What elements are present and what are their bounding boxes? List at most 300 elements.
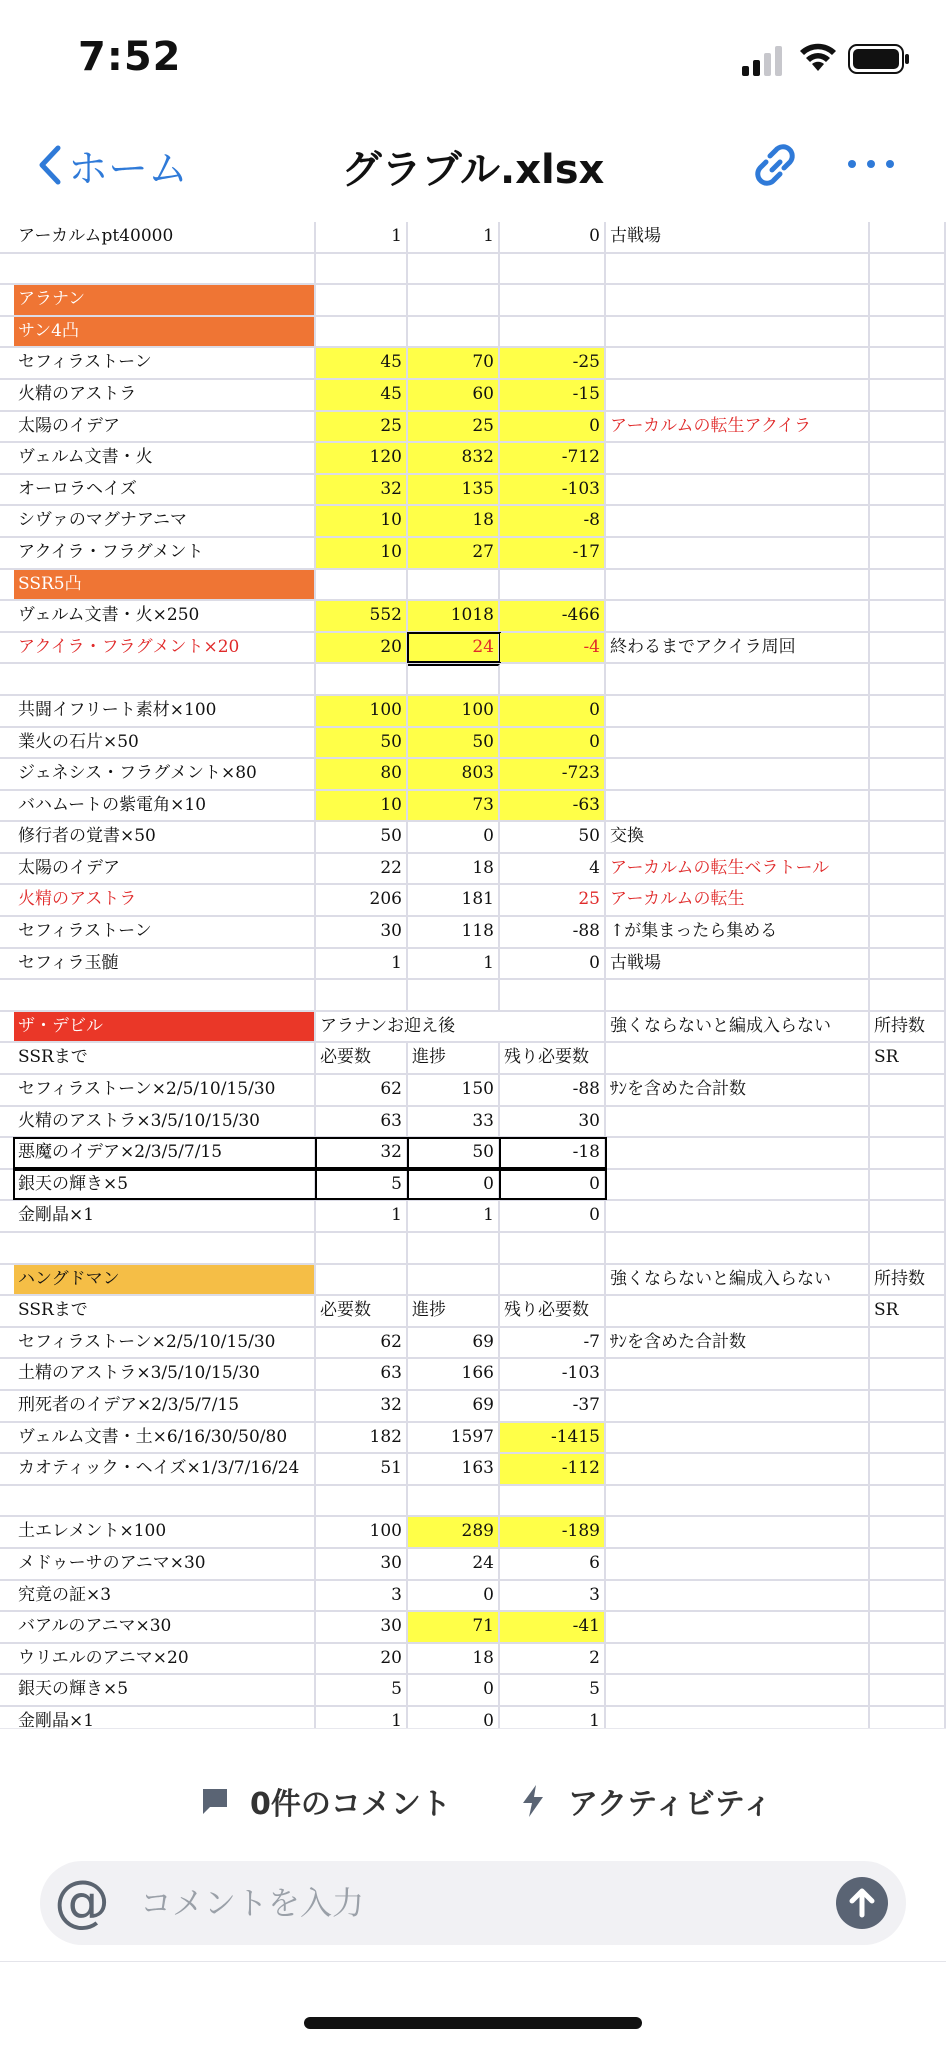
sheet-cell[interactable] [14, 664, 316, 694]
sheet-cell[interactable]: 強くならないと編成入らない [606, 1012, 870, 1042]
sheet-cell[interactable] [606, 254, 870, 284]
sheet-cell[interactable]: 0 [408, 1170, 500, 1200]
sheet-cell[interactable]: 銀天の輝き×5 [14, 1675, 316, 1705]
sheet-cell[interactable]: 50 [316, 822, 408, 852]
sheet-cell[interactable]: アーカルムの転生アクイラ [606, 412, 870, 442]
sheet-cell[interactable] [500, 285, 606, 315]
sheet-cell[interactable] [606, 1549, 870, 1579]
sheet-cell[interactable]: ジェネシス・フラグメント×80 [14, 759, 316, 789]
sheet-cell[interactable] [606, 1170, 870, 1200]
sheet-cell[interactable]: 118 [408, 917, 500, 947]
sheet-cell[interactable]: 45 [316, 380, 408, 410]
sheet-cell[interactable] [408, 1233, 500, 1263]
sheet-cell[interactable]: 0 [500, 949, 606, 979]
sheet-cell[interactable]: 18 [408, 506, 500, 536]
sheet-cell[interactable]: 悪魔のイデア×2/3/5/7/15 [14, 1138, 316, 1168]
sheet-cell[interactable]: セフィラストーン×2/5/10/15/30 [14, 1328, 316, 1358]
sheet-cell[interactable] [606, 1423, 870, 1453]
sheet-cell[interactable] [606, 759, 870, 789]
sheet-cell[interactable]: ヴェルム文書・火 [14, 443, 316, 473]
sheet-cell[interactable] [500, 1486, 606, 1516]
sheet-cell[interactable]: 1597 [408, 1423, 500, 1453]
sheet-cell[interactable]: -103 [500, 1359, 606, 1389]
sheet-cell[interactable]: 刑死者のイデア×2/3/5/7/15 [14, 1391, 316, 1421]
sheet-cell[interactable]: 25 [316, 412, 408, 442]
sheet-cell[interactable]: セフィラストーン [14, 917, 316, 947]
sheet-cell[interactable]: ↑が集まったら集める [606, 917, 870, 947]
sheet-cell[interactable] [316, 285, 408, 315]
sheet-cell[interactable]: SSRまで [14, 1296, 316, 1326]
sheet-cell[interactable]: 終わるまでアクイラ周回 [606, 633, 870, 663]
sheet-cell[interactable]: -63 [500, 791, 606, 821]
mention-icon[interactable]: @ [54, 1869, 110, 1934]
sheet-cell[interactable]: 50 [408, 1138, 500, 1168]
sheet-cell[interactable]: 69 [408, 1328, 500, 1358]
sheet-cell[interactable] [14, 254, 316, 284]
sheet-cell[interactable]: 0 [500, 222, 606, 252]
sheet-cell[interactable]: 63 [316, 1107, 408, 1137]
sheet-cell[interactable]: 73 [408, 791, 500, 821]
sheet-cell[interactable]: SR [870, 1296, 946, 1326]
sheet-row [0, 1265, 946, 1297]
sheet-cell[interactable] [870, 222, 946, 252]
sheet-cell[interactable]: -189 [500, 1517, 606, 1547]
sheet-cell[interactable]: 70 [408, 348, 500, 378]
sheet-cell[interactable]: -88 [500, 917, 606, 947]
sheet-cell[interactable]: ヴェルム文書・土×6/16/30/50/80 [14, 1423, 316, 1453]
sheet-cell[interactable] [870, 1328, 946, 1358]
sheet-cell[interactable] [606, 443, 870, 473]
sheet-cell[interactable]: 120 [316, 443, 408, 473]
sheet-cell[interactable]: -25 [500, 348, 606, 378]
sheet-cell[interactable]: 6 [500, 1549, 606, 1579]
sheet-cell[interactable]: 32 [316, 1391, 408, 1421]
sheet-cell[interactable]: 27 [408, 538, 500, 568]
sheet-cell[interactable] [870, 1170, 946, 1200]
sheet-cell[interactable]: 10 [316, 506, 408, 536]
wifi-icon [798, 40, 838, 74]
sheet-cell[interactable]: 206 [316, 885, 408, 915]
sheet-cell[interactable]: 163 [408, 1454, 500, 1484]
sheet-cell[interactable] [500, 980, 606, 1010]
sheet-cell[interactable]: 30 [316, 1612, 408, 1642]
sheet-cell[interactable]: 552 [316, 601, 408, 631]
sheet-cell[interactable] [606, 285, 870, 315]
sheet-cell[interactable] [870, 1359, 946, 1389]
sheet-cell[interactable]: -8 [500, 506, 606, 536]
sheet-cell[interactable]: -18 [500, 1138, 606, 1168]
sheet-cell[interactable] [606, 475, 870, 505]
sheet-cell[interactable] [316, 664, 408, 694]
sheet-cell[interactable] [870, 696, 946, 726]
sheet-cell[interactable] [606, 570, 870, 600]
sheet-cell[interactable]: 62 [316, 1075, 408, 1105]
sheet-cell[interactable]: アーカルムの転生ベラトール [606, 854, 870, 884]
sheet-cell[interactable] [870, 1675, 946, 1705]
sheet-cell[interactable] [870, 822, 946, 852]
sheet-cell[interactable] [870, 664, 946, 694]
sheet-cell[interactable] [606, 317, 870, 347]
sheet-cell[interactable] [870, 601, 946, 631]
sheet-cell[interactable]: 所持数 [870, 1012, 946, 1042]
sheet-cell[interactable] [500, 664, 606, 694]
sheet-cell[interactable]: 5 [316, 1675, 408, 1705]
sheet-cell[interactable]: 1 [500, 1707, 606, 1728]
sheet-cell[interactable]: 1 [316, 949, 408, 979]
sheet-cell[interactable]: -15 [500, 380, 606, 410]
sheet-cell[interactable] [500, 317, 606, 347]
sheet-row [0, 917, 946, 949]
sheet-cell[interactable] [606, 728, 870, 758]
sheet-cell[interactable]: 24 [408, 633, 500, 663]
sheet-cell[interactable]: -37 [500, 1391, 606, 1421]
sheet-cell[interactable] [870, 1517, 946, 1547]
sheet-cell[interactable]: 30 [316, 1549, 408, 1579]
sheet-cell[interactable]: 32 [316, 1138, 408, 1168]
sheet-cell[interactable]: ハングドマン [14, 1265, 316, 1295]
sheet-cell[interactable] [606, 696, 870, 726]
sheet-cell[interactable]: ヴェルム文書・火×250 [14, 601, 316, 631]
sheet-cell[interactable]: 100 [316, 696, 408, 726]
sheet-cell[interactable]: 80 [316, 759, 408, 789]
sheet-cell[interactable] [606, 1454, 870, 1484]
sheet-cell[interactable]: 業火の石片×50 [14, 728, 316, 758]
sheet-cell[interactable]: -7 [500, 1328, 606, 1358]
sheet-cell[interactable] [606, 1517, 870, 1547]
sheet-cell[interactable]: 0 [500, 728, 606, 758]
sheet-cell[interactable]: -712 [500, 443, 606, 473]
sheet-cell[interactable] [606, 601, 870, 631]
sheet-cell[interactable]: 土精のアストラ×3/5/10/15/30 [14, 1359, 316, 1389]
sheet-cell[interactable]: 古戦場 [606, 949, 870, 979]
sheet-cell[interactable] [316, 1486, 408, 1516]
sheet-cell[interactable] [408, 1265, 500, 1295]
sheet-cell[interactable] [606, 1233, 870, 1263]
sheet-cell[interactable]: 25 [408, 412, 500, 442]
sheet-cell[interactable]: 交換 [606, 822, 870, 852]
sheet-cell[interactable]: 20 [316, 633, 408, 663]
sheet-cell[interactable]: カオティック・ヘイズ×1/3/7/16/24 [14, 1454, 316, 1484]
sheet-cell[interactable]: ｻﾝを含めた合計数 [606, 1328, 870, 1358]
sheet-cell[interactable]: 5 [500, 1675, 606, 1705]
sheet-cell[interactable] [870, 285, 946, 315]
sheet-cell[interactable]: 18 [408, 854, 500, 884]
sheet-cell[interactable] [870, 854, 946, 884]
sheet-cell[interactable] [606, 1107, 870, 1137]
more-options-icon[interactable] [846, 154, 896, 174]
sheet-cell[interactable] [500, 1233, 606, 1263]
sheet-cell[interactable] [870, 949, 946, 979]
sheet-cell[interactable]: 残り必要数 [500, 1043, 606, 1073]
sheet-cell[interactable] [316, 570, 408, 600]
sheet-cell[interactable]: 1 [316, 1201, 408, 1231]
sheet-cell[interactable]: 1 [408, 1201, 500, 1231]
sheet-cell[interactable] [606, 791, 870, 821]
sheet-cell[interactable] [500, 1265, 606, 1295]
sheet-cell[interactable] [500, 254, 606, 284]
sheet-cell[interactable]: SR [870, 1043, 946, 1073]
comments-button[interactable] [200, 1779, 451, 1823]
sheet-cell[interactable]: 火精のアストラ×3/5/10/15/30 [14, 1107, 316, 1137]
sheet-cell[interactable]: 150 [408, 1075, 500, 1105]
sheet-cell[interactable]: 30 [500, 1107, 606, 1137]
sheet-cell[interactable] [606, 1612, 870, 1642]
sheet-cell[interactable] [870, 1107, 946, 1137]
sheet-cell[interactable]: 166 [408, 1359, 500, 1389]
sheet-cell[interactable]: ｻﾝを含めた合計数 [606, 1075, 870, 1105]
sheet-cell[interactable]: SSR5凸 [14, 570, 316, 600]
send-button[interactable] [836, 1877, 888, 1929]
sheet-cell[interactable]: メドゥーサのアニマ×30 [14, 1549, 316, 1579]
sheet-cell[interactable]: 3 [316, 1581, 408, 1611]
sheet-cell[interactable] [14, 1486, 316, 1516]
sheet-cell[interactable] [870, 254, 946, 284]
sheet-cell[interactable] [870, 917, 946, 947]
sheet-cell[interactable]: 0 [500, 1201, 606, 1231]
sheet-cell[interactable] [870, 1644, 946, 1674]
sheet-cell[interactable] [870, 1549, 946, 1579]
sheet-cell[interactable] [870, 633, 946, 663]
sheet-cell[interactable] [870, 1581, 946, 1611]
home-indicator[interactable] [304, 2017, 642, 2029]
sheet-cell[interactable]: 71 [408, 1612, 500, 1642]
sheet-cell[interactable]: 0 [500, 412, 606, 442]
sheet-cell[interactable] [606, 1581, 870, 1611]
sheet-cell[interactable] [870, 443, 946, 473]
sheet-cell[interactable] [316, 317, 408, 347]
sheet-cell[interactable] [606, 538, 870, 568]
sheet-cell[interactable] [870, 728, 946, 758]
sheet-cell[interactable]: -466 [500, 601, 606, 631]
sheet-cell[interactable]: 究竟の証×3 [14, 1581, 316, 1611]
sheet-cell[interactable]: バハムートの紫電角×10 [14, 791, 316, 821]
sheet-cell[interactable]: 25 [500, 885, 606, 915]
sheet-cell[interactable]: アーカルムの転生 [606, 885, 870, 915]
sheet-cell[interactable]: 50 [408, 728, 500, 758]
sheet-cell[interactable]: -112 [500, 1454, 606, 1484]
sheet-cell[interactable] [408, 1486, 500, 1516]
sheet-cell[interactable] [14, 1233, 316, 1263]
sheet-cell[interactable] [606, 1296, 870, 1326]
back-button[interactable] [36, 140, 188, 190]
sheet-cell[interactable] [606, 1675, 870, 1705]
sheet-cell[interactable]: -41 [500, 1612, 606, 1642]
sheet-cell[interactable] [870, 1612, 946, 1642]
sheet-cell[interactable] [606, 1391, 870, 1421]
sheet-cell[interactable] [870, 759, 946, 789]
sheet-cell[interactable]: 0 [408, 1675, 500, 1705]
comment-input[interactable] [140, 1873, 760, 1933]
sheet-cell[interactable] [870, 1486, 946, 1516]
sheet-cell[interactable]: アーカルムpt40000 [14, 222, 316, 252]
sheet-cell[interactable]: 太陽のイデア [14, 854, 316, 884]
sheet-cell[interactable]: ザ・デビル [14, 1012, 316, 1042]
sheet-cell[interactable]: 22 [316, 854, 408, 884]
sheet-cell[interactable]: -4 [500, 633, 606, 663]
sheet-cell[interactable] [606, 348, 870, 378]
sheet-cell[interactable]: セフィラ玉髄 [14, 949, 316, 979]
sheet-cell[interactable] [408, 570, 500, 600]
sheet-cell[interactable]: 必要数 [316, 1296, 408, 1326]
sheet-cell[interactable]: ウリエルのアニマ×20 [14, 1644, 316, 1674]
sheet-cell[interactable]: -1415 [500, 1423, 606, 1453]
spreadsheet-grid[interactable] [0, 222, 946, 1728]
sheet-cell[interactable]: 1018 [408, 601, 500, 631]
sheet-cell[interactable]: 182 [316, 1423, 408, 1453]
activity-button[interactable] [520, 1779, 772, 1823]
sheet-cell[interactable]: 100 [316, 1517, 408, 1547]
sheet-cell[interactable]: 0 [500, 696, 606, 726]
sheet-cell[interactable] [316, 254, 408, 284]
sheet-cell[interactable]: 50 [316, 728, 408, 758]
sheet-cell[interactable]: シヴァのマグナアニマ [14, 506, 316, 536]
sheet-cell[interactable]: 18 [408, 1644, 500, 1674]
sheet-cell[interactable]: セフィラストーン×2/5/10/15/30 [14, 1075, 316, 1105]
sheet-cell[interactable] [870, 1201, 946, 1231]
sheet-cell[interactable] [870, 380, 946, 410]
sheet-cell[interactable]: 共闘イフリート素材×100 [14, 696, 316, 726]
sheet-cell[interactable]: 太陽のイデア [14, 412, 316, 442]
sheet-cell[interactable]: 火精のアストラ [14, 380, 316, 410]
sheet-cell[interactable] [606, 980, 870, 1010]
sheet-cell[interactable] [14, 980, 316, 1010]
sheet-cell[interactable] [500, 570, 606, 600]
sheet-cell[interactable]: 残り必要数 [500, 1296, 606, 1326]
sheet-cell[interactable]: 所持数 [870, 1265, 946, 1295]
sheet-cell[interactable]: 10 [316, 538, 408, 568]
sheet-row [0, 791, 946, 823]
sheet-cell[interactable]: 5 [316, 1170, 408, 1200]
sheet-cell[interactable] [870, 475, 946, 505]
sheet-cell[interactable]: アクイラ・フラグメント [14, 538, 316, 568]
sheet-cell[interactable]: 修行者の覚書×50 [14, 822, 316, 852]
sheet-cell[interactable]: アクイラ・フラグメント×20 [14, 633, 316, 663]
sheet-cell[interactable]: 進捗 [408, 1296, 500, 1326]
sheet-cell[interactable] [870, 885, 946, 915]
sheet-cell[interactable]: 土エレメント×100 [14, 1517, 316, 1547]
sheet-cell[interactable] [870, 980, 946, 1010]
sheet-cell[interactable]: 1 [408, 949, 500, 979]
sheet-cell[interactable]: 1 [316, 1707, 408, 1728]
sheet-cell[interactable]: 強くならないと編成入らない [606, 1265, 870, 1295]
sheet-cell[interactable] [606, 380, 870, 410]
sheet-cell[interactable]: 1 [316, 222, 408, 252]
sheet-cell[interactable] [870, 1423, 946, 1453]
sheet-cell[interactable]: 20 [316, 1644, 408, 1674]
sheet-cell[interactable]: 0 [408, 1707, 500, 1728]
sheet-cell[interactable]: 289 [408, 1517, 500, 1547]
sheet-cell[interactable]: バアルのアニマ×30 [14, 1612, 316, 1642]
sheet-cell[interactable] [606, 1644, 870, 1674]
sheet-cell[interactable] [606, 1359, 870, 1389]
sheet-cell[interactable] [606, 506, 870, 536]
sheet-cell[interactable] [870, 1233, 946, 1263]
sheet-cell[interactable]: 銀天の輝き×5 [14, 1170, 316, 1200]
sheet-cell[interactable] [408, 980, 500, 1010]
sheet-cell[interactable]: SSRまで [14, 1043, 316, 1073]
sheet-cell[interactable] [606, 1043, 870, 1073]
sheet-cell[interactable] [870, 1391, 946, 1421]
sheet-cell[interactable] [870, 538, 946, 568]
sheet-cell[interactable]: アラナンお迎え後 [316, 1012, 606, 1042]
sheet-cell[interactable]: 2 [500, 1644, 606, 1674]
sheet-cell[interactable] [606, 1707, 870, 1728]
sheet-cell[interactable]: 135 [408, 475, 500, 505]
sheet-cell[interactable]: 100 [408, 696, 500, 726]
sheet-cell[interactable] [870, 570, 946, 600]
sheet-cell[interactable]: 45 [316, 348, 408, 378]
sheet-cell[interactable]: 1 [408, 222, 500, 252]
sheet-cell[interactable]: -88 [500, 1075, 606, 1105]
sheet-cell[interactable] [870, 1707, 946, 1728]
sheet-cell[interactable]: 60 [408, 380, 500, 410]
sheet-cell[interactable]: 10 [316, 791, 408, 821]
sheet-cell[interactable]: -17 [500, 538, 606, 568]
sheet-cell[interactable]: 803 [408, 759, 500, 789]
sheet-cell[interactable]: 古戦場 [606, 222, 870, 252]
sheet-cell[interactable] [870, 506, 946, 536]
sheet-cell[interactable] [606, 664, 870, 694]
sheet-cell[interactable] [408, 285, 500, 315]
sheet-cell[interactable]: 69 [408, 1391, 500, 1421]
sheet-cell[interactable] [606, 1486, 870, 1516]
sheet-cell[interactable] [606, 1138, 870, 1168]
sheet-cell[interactable] [870, 791, 946, 821]
sheet-cell[interactable]: 3 [500, 1581, 606, 1611]
sheet-cell[interactable]: 必要数 [316, 1043, 408, 1073]
sheet-cell[interactable] [870, 1138, 946, 1168]
sheet-cell[interactable]: 24 [408, 1549, 500, 1579]
sheet-cell[interactable]: 51 [316, 1454, 408, 1484]
sheet-cell[interactable] [408, 254, 500, 284]
sheet-cell[interactable]: 火精のアストラ [14, 885, 316, 915]
sheet-cell[interactable] [408, 317, 500, 347]
sheet-cell[interactable] [870, 1075, 946, 1105]
sheet-cell[interactable]: 50 [500, 822, 606, 852]
sheet-cell[interactable]: 金剛晶×1 [14, 1707, 316, 1728]
sheet-cell[interactable]: 30 [316, 917, 408, 947]
link-icon[interactable] [750, 140, 800, 190]
sheet-cell[interactable]: オーロラヘイズ [14, 475, 316, 505]
sheet-cell[interactable] [606, 1201, 870, 1231]
sheet-cell[interactable]: 0 [408, 1581, 500, 1611]
sheet-cell[interactable] [870, 348, 946, 378]
sheet-cell[interactable]: 進捗 [408, 1043, 500, 1073]
sheet-cell[interactable] [316, 1233, 408, 1263]
sheet-cell[interactable]: セフィラストーン [14, 348, 316, 378]
sheet-cell[interactable] [870, 317, 946, 347]
sheet-cell[interactable]: 62 [316, 1328, 408, 1358]
sheet-cell[interactable]: 181 [408, 885, 500, 915]
sheet-cell[interactable] [316, 1265, 408, 1295]
sheet-cell[interactable]: 32 [316, 475, 408, 505]
sheet-cell[interactable] [316, 980, 408, 1010]
sheet-cell[interactable]: 0 [408, 822, 500, 852]
sheet-cell[interactable] [870, 1454, 946, 1484]
sheet-cell[interactable]: 0 [500, 1170, 606, 1200]
sheet-cell[interactable]: 63 [316, 1359, 408, 1389]
sheet-cell[interactable]: -723 [500, 759, 606, 789]
sheet-cell[interactable]: 33 [408, 1107, 500, 1137]
sheet-cell[interactable]: 金剛晶×1 [14, 1201, 316, 1231]
sheet-cell[interactable]: 4 [500, 854, 606, 884]
sheet-cell[interactable]: -103 [500, 475, 606, 505]
sheet-cell[interactable] [408, 664, 500, 694]
sheet-cell[interactable]: アラナン [14, 285, 316, 315]
sheet-cell[interactable] [870, 412, 946, 442]
sheet-cell[interactable]: サン4凸 [14, 317, 316, 347]
sheet-cell[interactable]: 832 [408, 443, 500, 473]
